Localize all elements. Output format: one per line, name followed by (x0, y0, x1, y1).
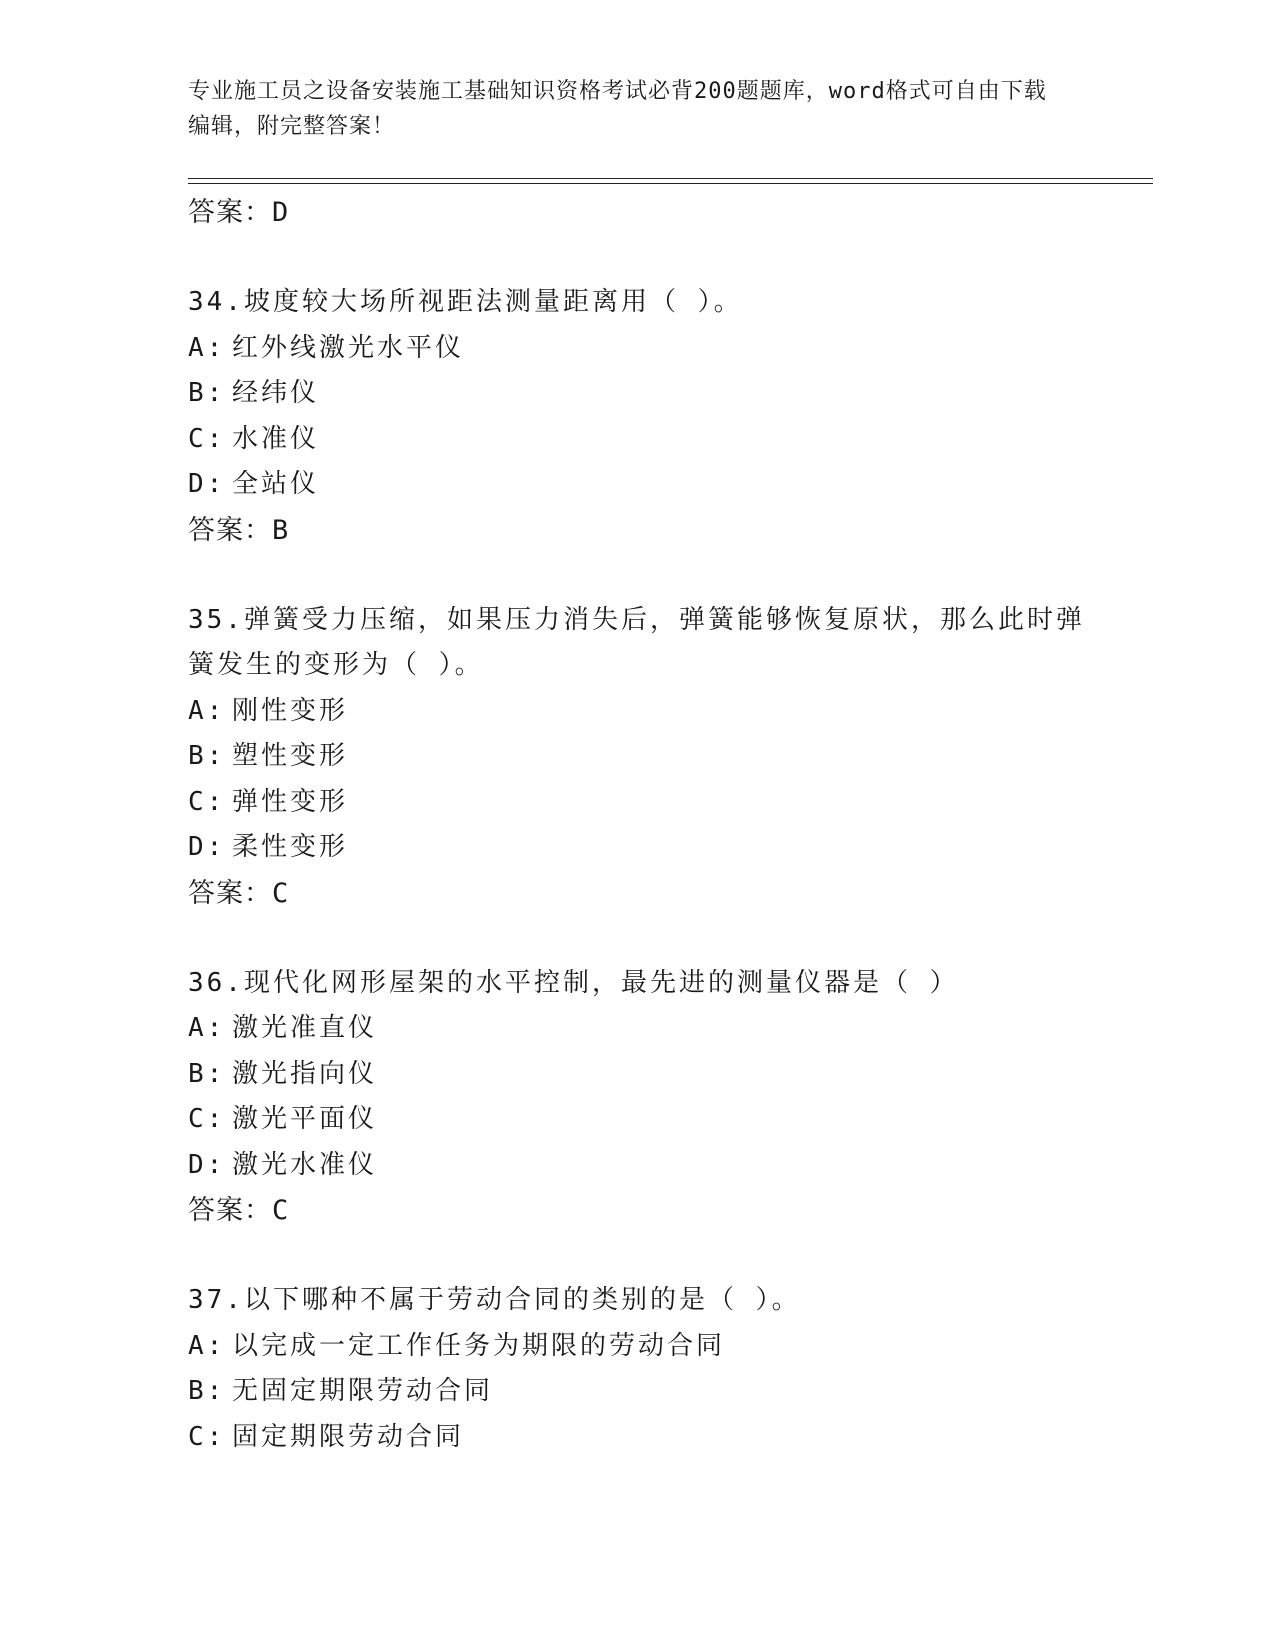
option-text: 弹性变形 (232, 786, 349, 817)
header-rule-top (188, 178, 1153, 179)
option-letter: B: (188, 1058, 226, 1089)
answer-label: 答案： (188, 1195, 272, 1226)
option-text: 激光水准仪 (232, 1149, 378, 1180)
option-letter: C: (188, 1104, 226, 1134)
option-b (188, 1369, 1088, 1415)
answer-value: C (272, 877, 290, 909)
answer-line (188, 190, 1088, 236)
option-letter: A: (188, 695, 226, 726)
option-c (188, 1415, 1088, 1461)
answer-label: 答案： (188, 877, 272, 909)
option-a (188, 1006, 1088, 1052)
option-text: 经纬仪 (232, 378, 320, 408)
answer-value: C (272, 1195, 290, 1226)
question-stem: 34.坡度较大场所视距法测量距离用（ ）。 (188, 287, 743, 317)
option-letter: D: (188, 469, 226, 499)
option-letter: C: (188, 1421, 226, 1452)
option-text: 刚性变形 (232, 695, 349, 726)
option-letter: B: (188, 378, 226, 408)
question-stem: 35.弹簧受力压缩，如果压力消失后，弹簧能够恢复原状，那么此时弹簧发生的变形为（ ）。 (188, 604, 1085, 680)
option-text: 激光平面仪 (232, 1104, 378, 1134)
option-text: 柔性变形 (232, 832, 349, 862)
option-letter: B: (188, 1376, 226, 1406)
document-body (188, 190, 1088, 1460)
question-block (188, 1278, 1088, 1460)
answer-line (188, 508, 1088, 554)
option-text: 激光指向仪 (232, 1058, 378, 1089)
answer-line (188, 871, 1088, 917)
answer-value: D (272, 197, 290, 228)
option-c (188, 780, 1088, 826)
option-letter: A: (188, 332, 226, 363)
option-letter: C: (188, 423, 226, 454)
option-text: 全站仪 (232, 469, 320, 499)
option-text: 固定期限劳动合同 (232, 1421, 465, 1452)
option-letter: A: (188, 1013, 226, 1043)
option-c (188, 1097, 1088, 1143)
option-b (188, 734, 1088, 780)
option-a (188, 326, 1088, 372)
option-letter: D: (188, 832, 226, 862)
option-letter: C: (188, 786, 226, 817)
question-stem: 36.现代化网形屋架的水平控制，最先进的测量仪器是（ ） (188, 967, 959, 998)
option-letter: A: (188, 1330, 226, 1361)
option-text: 红外线激光水平仪 (232, 332, 465, 363)
option-d (188, 1143, 1088, 1189)
question-block (188, 280, 1088, 554)
question-stem: 37.以下哪种不属于劳动合同的类别的是（ ）。 (188, 1285, 801, 1315)
question-block (188, 961, 1088, 1235)
question-block (188, 598, 1088, 917)
option-text: 水准仪 (232, 423, 320, 454)
answer-line (188, 1188, 1088, 1234)
option-text: 塑性变形 (232, 741, 349, 771)
option-d (188, 462, 1088, 508)
option-b (188, 371, 1088, 417)
option-text: 激光准直仪 (232, 1013, 378, 1043)
option-letter: B: (188, 741, 226, 771)
option-letter: D: (188, 1149, 226, 1180)
option-d (188, 825, 1088, 871)
option-a (188, 1324, 1088, 1370)
option-b (188, 1052, 1088, 1098)
option-text: 无固定期限劳动合同 (232, 1376, 494, 1406)
option-c (188, 417, 1088, 463)
answer-value: B (272, 514, 290, 546)
option-text: 以完成一定工作任务为期限的劳动合同 (232, 1330, 726, 1361)
document-header: 专业施工员之设备安装施工基础知识资格考试必背200题题库，word格式可自由下载编辑，附完整答案！ (188, 79, 1047, 139)
answer-label: 答案： (188, 514, 272, 546)
answer-label: 答案： (188, 197, 272, 228)
option-a (188, 689, 1088, 735)
header-rule-bottom (188, 183, 1153, 184)
